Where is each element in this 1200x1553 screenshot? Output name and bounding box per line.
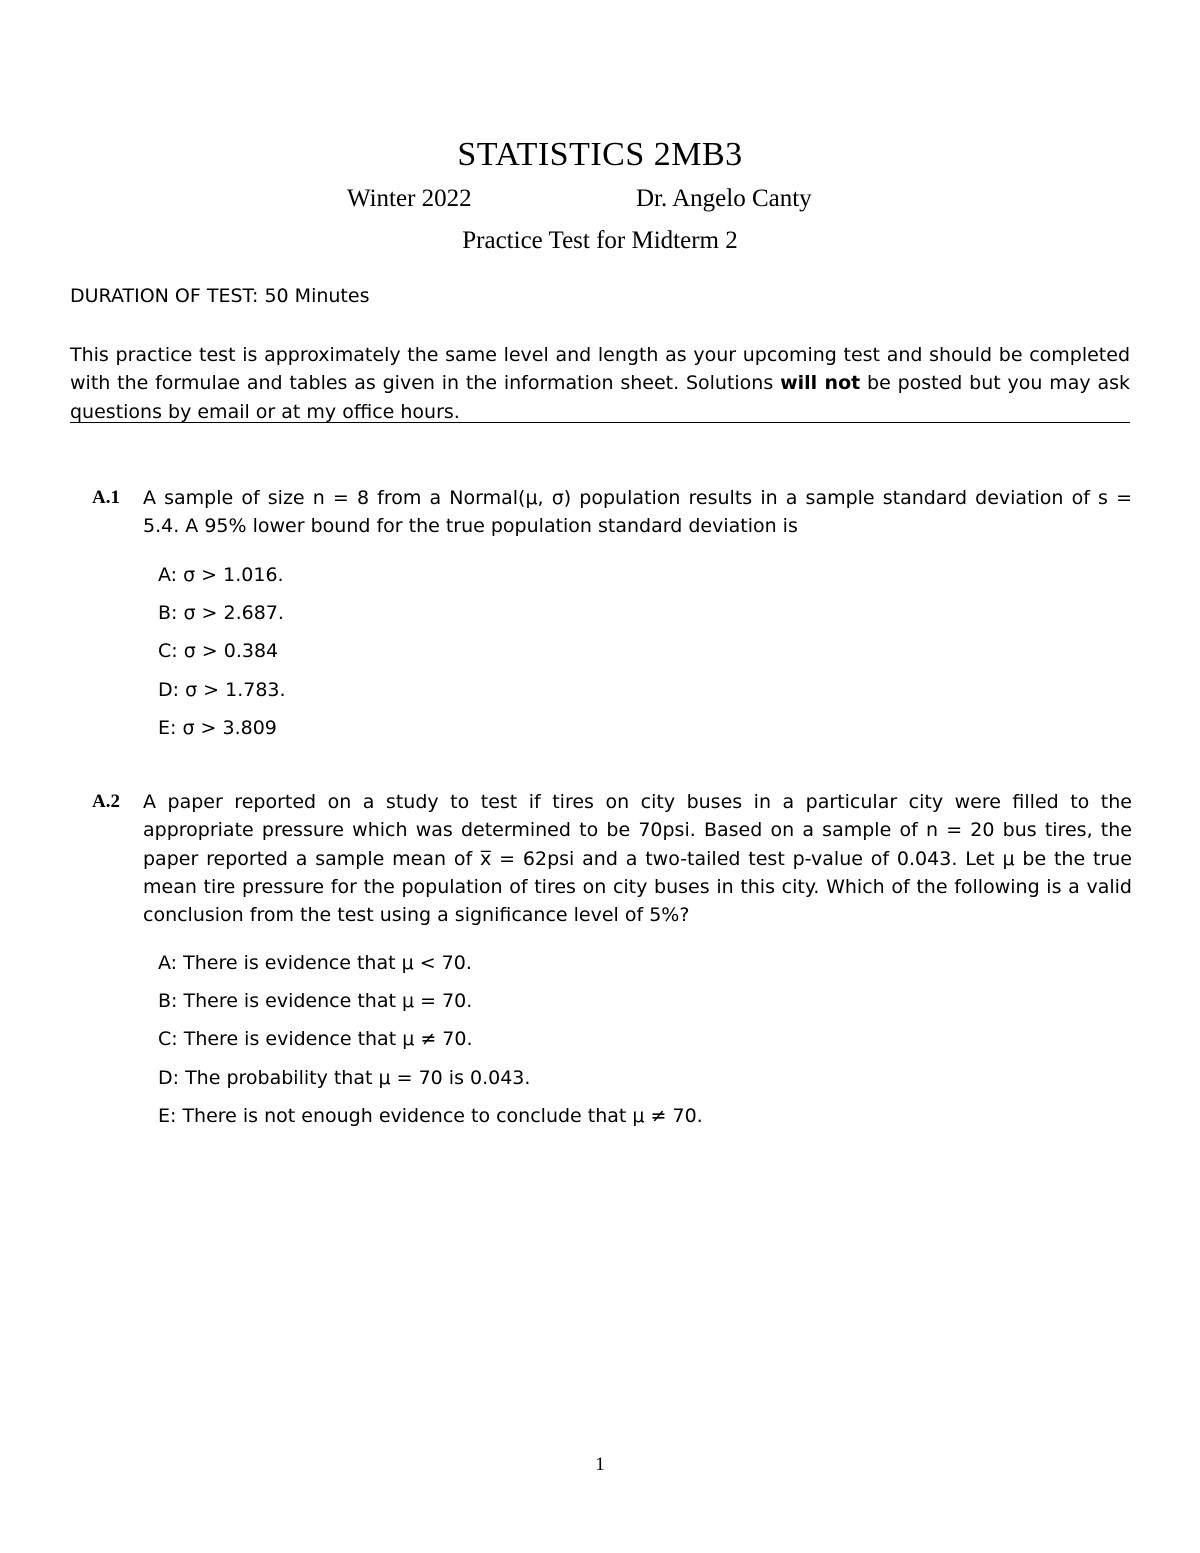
option-c[interactable]: C: σ > 0.384: [158, 640, 279, 663]
option-a[interactable]: A: σ > 1.016.: [158, 564, 284, 586]
instructor-name: Dr. Angelo Canty: [636, 185, 812, 212]
question-a1: [92, 484, 1132, 541]
option-e[interactable]: E: σ > 3.809: [158, 716, 277, 739]
question-text: A sample of size n = 8 from a Normal(μ, σ) population results in a sample standard deviation of s = 5.4. A 95% lower bound for the true population standard deviation is: [143, 487, 1132, 538]
intro-emphasis: will not: [780, 372, 861, 395]
option-b[interactable]: B: There is evidence that μ = 70.: [158, 990, 473, 1013]
option-c[interactable]: C: There is evidence that μ ≠ 70.: [158, 1028, 473, 1051]
term-label: Winter 2022: [347, 185, 472, 212]
intro-paragraph: [70, 341, 1130, 426]
document-title: STATISTICS 2MB3: [457, 136, 743, 173]
option-a[interactable]: A: There is evidence that μ < 70.: [158, 952, 472, 974]
question-number: A.1: [92, 487, 120, 508]
document-subtitle: Practice Test for Midterm 2: [462, 227, 738, 254]
question-a2-options: [158, 949, 703, 1140]
question-text: A paper reported on a study to test if tires on city buses in a particular city were filled to the appropriate pressure which was determined to be 70psi. Based on a sample of n = 20 bus tires, the paper reported a sample mean of x̅ = 62psi and a two-tailed test p-value of 0.043. Let μ be the true mean tire pressure for the population of tires on city buses in this city. Which of the following is a valid conclusion from the test using a significance level of 5%?: [143, 791, 1132, 927]
option-e[interactable]: E: There is not enough evidence to conclude that μ ≠ 70.: [158, 1104, 703, 1127]
question-a1-options: [158, 561, 286, 752]
option-b[interactable]: B: σ > 2.687.: [158, 602, 284, 625]
question-a2: [92, 788, 1132, 929]
intro-text-end: be posted but you may ask questions by email or at my office hours.: [70, 372, 1130, 423]
header-divider: [70, 422, 1130, 423]
term-instructor-line: [0, 185, 1200, 219]
intro-text-start: This practice test is approximately the same level and length as your upcoming test and should be completed with the formulae and tables as given in the information sheet. Solutions: [70, 344, 1130, 395]
option-d[interactable]: D: The probability that μ = 70 is 0.043.: [158, 1066, 531, 1089]
page-number: 1: [595, 1454, 605, 1475]
question-number: A.2: [92, 791, 120, 812]
option-d[interactable]: D: σ > 1.783.: [158, 678, 286, 701]
test-duration: DURATION OF TEST: 50 Minutes: [70, 285, 370, 307]
